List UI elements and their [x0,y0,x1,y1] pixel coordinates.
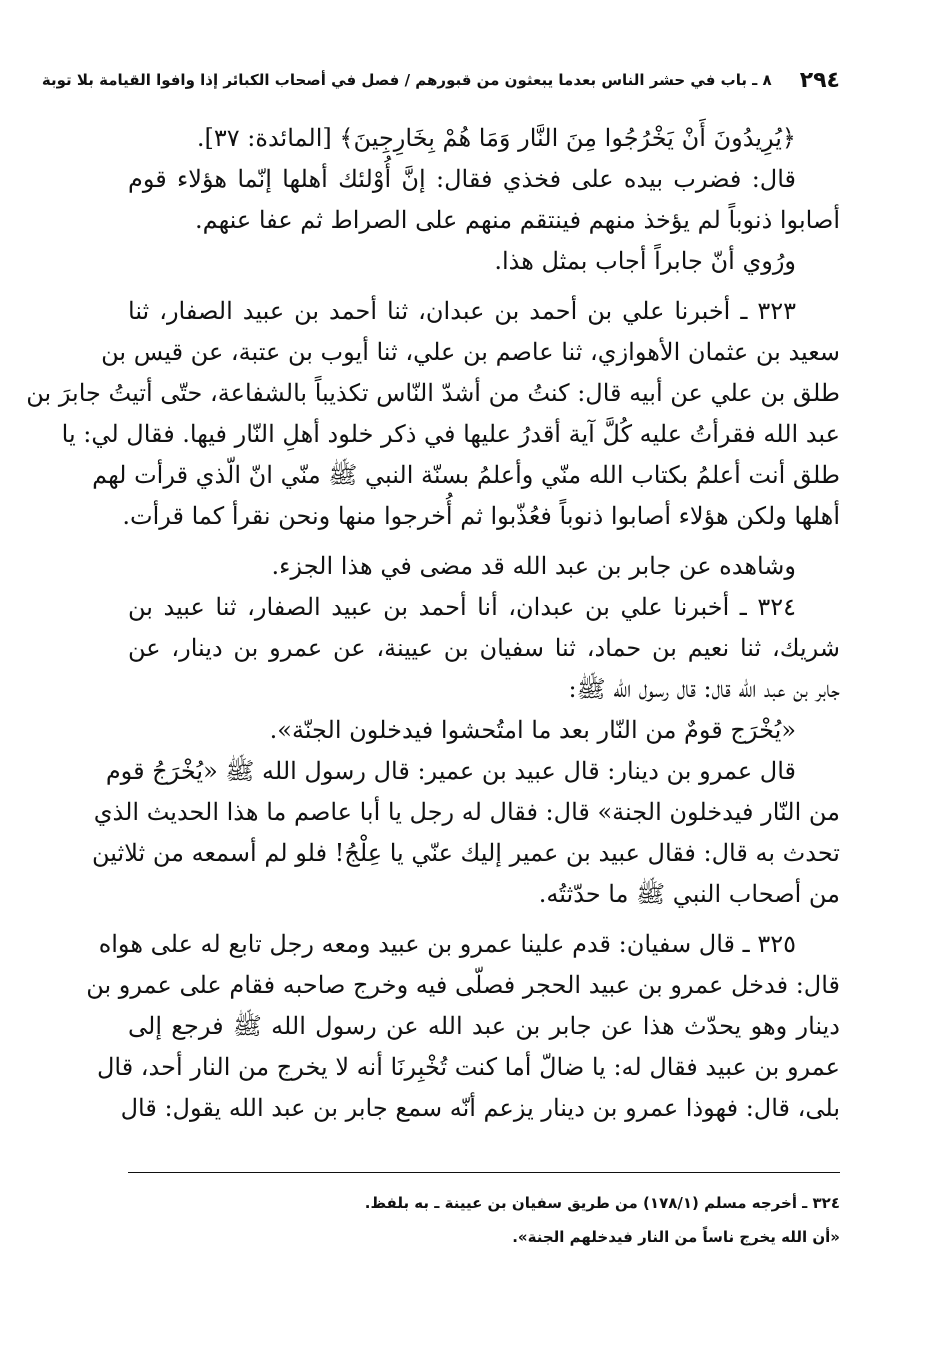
text-line: دينار وهو يحدّث هذا عن جابر بن عبد الله عن رسول الله ﷺ فرجع إلى [128,1012,840,1040]
running-title: ٨ ـ باب في حشر الناس بعدما يبعثون من قبورهم / فصل في أصحاب الكبائر إذا وافوا القيامة بلا توبة [41,71,772,89]
text-line: قال عمرو بن دينار: قال عبيد بن عمير: قال رسول الله ﷺ «يُخْرَجُ قوم [105,757,796,785]
footnote-rule [128,1172,840,1173]
text-line: من النّار فيدخلون الجنة» قال: فقال له رجل يا أبا عاصم ما هذا الحديث الذي [93,798,840,826]
text-line: من أصحاب النبي ﷺ ما حدّثتُه. [538,880,840,908]
quran-verse-line: ﴿يُرِيدُونَ أَنْ يَخْرُجُوا مِنَ النَّار وَمَا هُمْ بِخَارِجِينَ﴾ [المائدة: ٣٧]. [196,124,796,152]
body-text [26,118,840,1129]
text-line: قال: فدخل عمرو بن عبيد الحجر فصلّى فيه وخرج صاحبه فقام على عمرو بن [86,971,840,999]
page-number: ٢٩٤ [799,67,840,93]
text-line: ورُوي أنّ جابراً أجاب بمثل هذا. [494,247,796,275]
text-line: طلق أنت أعلمُ بكتاب الله منّي وأعلمُ بسنّة النبي ﷺ منّي انّ الّذي قرأت لهم [92,461,840,489]
text-line: بلى، قال: فهوذا عمرو بن دينار يزعم أنّه سمع جابر بن عبد الله يقول: قال [120,1094,840,1122]
footnotes [128,1186,840,1254]
text-line: أهلها ولكن هؤلاء أصابوا ذنوباً فعُذّبوا ثم أُخرجوا منها ونحن نقرأ كما قرأت. [122,502,840,530]
text-line: تحدث به قال: فقال عبيد بن عمير إليك عنّي يا عِلْجُ! فلو لم أسمعه من ثلاثين [92,839,840,867]
text-line: عمرو بن عبيد فقال له: يا ضالّ أما كنت تُخْبِرنَا أنه لا يخرج من النار أحد، قال [96,1053,840,1081]
text-line: سعيد بن عثمان الأهوازي، ثنا عاصم بن علي، ثنا أيوب بن عتبة، عن قيس بن [101,338,840,366]
text-line: طلق بن علي عن أبيه قال: كنتُ من أشدّ النّاس تكذيباً بالشفاعة، حتّى أتيتُ جابرَ بن [26,379,840,407]
text-line: قال: فضرب بيده على فخذي فقال: إنَّ أُوْلئك أهلها إنّما هؤلاء قوم [128,165,796,193]
text-line: عبد الله فقرأتُ عليه كُلَّ آية أقدرُ عليها في ذكر خلود أهلِ النّار فيها. فقال لي: يا [61,420,840,448]
text-line: وشاهده عن جابر بن عبد الله قد مضى في هذا الجزء. [271,552,796,580]
text-line: «يُخْرَج قومٌ من النّار بعد ما امتُحشوا فيدخلون الجنّة». [269,716,796,744]
hadith-323-line: ٣٢٣ ـ أخبرنا علي بن أحمد بن عبدان، ثنا أحمد بن عبيد الصفار، ثنا [128,297,796,325]
text-line: شريك، ثنا نعيم بن حماد، ثنا سفيان بن عيينة، عن عمرو بن دينار، عن [128,634,840,662]
footnote-line: ٣٢٤ ـ أخرجه مسلم (١٧٨/١) من طريق سفيان بن عيينة ـ به بلفظ. [364,1194,840,1212]
page-header [41,58,840,102]
text-line: جابر بن عبد الله قال: قال رسول الله ﷺ: [568,675,840,703]
footnote-line: «أن الله يخرج ناساً من النار فيدخلهم الجنة». [512,1228,840,1246]
hadith-324-line: ٣٢٤ ـ أخبرنا علي بن عبدان، أنا أحمد بن عبيد الصفار، ثنا عبيد بن [128,593,796,621]
text-line: أصابوا ذنوباً لم يؤخذ منهم فينتقم منهم على الصراط ثم عفا عنهم. [195,206,840,234]
hadith-325-line: ٣٢٥ ـ قال سفيان: قدم علينا عمرو بن عبيد ومعه رجل تابع له على هواه [98,930,796,958]
